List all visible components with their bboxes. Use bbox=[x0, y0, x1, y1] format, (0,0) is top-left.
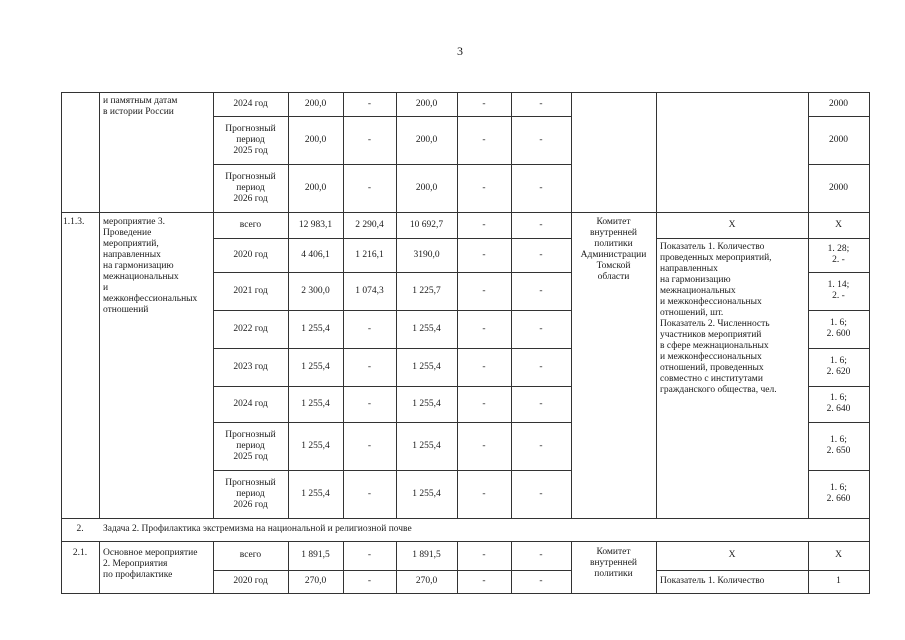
indicator-name: и межконфессиональных bbox=[660, 352, 762, 362]
value-cell: - bbox=[539, 550, 543, 560]
responsible-body: Администрации bbox=[580, 250, 647, 260]
indicator-name: X bbox=[728, 550, 736, 560]
page-number: 3 bbox=[457, 44, 463, 58]
value-cell: - bbox=[482, 286, 486, 296]
indicator-name: участников мероприятий bbox=[660, 330, 762, 340]
value-cell: 1 216,1 bbox=[355, 250, 384, 260]
measure-name: мероприятие 3. bbox=[103, 217, 165, 227]
table-grid-line bbox=[808, 310, 870, 311]
indicator-name: межнациональных bbox=[660, 286, 736, 296]
value-cell: - bbox=[539, 250, 543, 260]
year-cell: Прогнозный bbox=[225, 478, 276, 488]
value-cell: - bbox=[482, 441, 486, 451]
table-grid-line bbox=[808, 386, 870, 387]
table-grid-line bbox=[808, 116, 870, 117]
value-cell: - bbox=[482, 183, 486, 193]
table-grid-line bbox=[656, 541, 657, 594]
measure-name: межконфессиональных bbox=[103, 294, 198, 304]
indicator-name: X bbox=[728, 220, 736, 230]
year-cell: период bbox=[236, 489, 265, 499]
year-cell: Прогнозный bbox=[225, 430, 276, 440]
value-cell: - bbox=[482, 220, 486, 230]
value-cell: 4 406,1 bbox=[301, 250, 330, 260]
table-grid-line bbox=[61, 541, 870, 542]
indicator-value-cell: 2000 bbox=[829, 99, 848, 109]
measure-name: Проведение bbox=[103, 228, 152, 238]
year-cell: Прогнозный bbox=[225, 172, 276, 182]
value-cell: 1 255,4 bbox=[412, 324, 441, 334]
year-cell: всего bbox=[239, 550, 262, 560]
table-grid-line bbox=[511, 92, 512, 519]
indicator-value-cell: 1. 28; bbox=[827, 244, 850, 254]
indicator-value-cell: X bbox=[835, 220, 842, 230]
indicator-value-cell: X bbox=[835, 550, 842, 560]
indicator-name: направленных bbox=[660, 264, 718, 274]
value-cell: 200,0 bbox=[415, 99, 438, 109]
table-grid-line bbox=[808, 238, 870, 239]
table-grid-line bbox=[213, 164, 572, 165]
table-grid-line bbox=[213, 470, 572, 471]
table-grid-line bbox=[213, 422, 572, 423]
table-grid-line bbox=[288, 92, 289, 519]
indicator-value-cell: 2. 620 bbox=[826, 367, 851, 377]
indicator-name: Показатель 1. Количество bbox=[660, 576, 765, 586]
value-cell: 270,0 bbox=[415, 576, 438, 586]
measure-name: Основное мероприятие bbox=[103, 548, 198, 558]
year-cell: 2020 год bbox=[233, 576, 268, 586]
value-cell: - bbox=[367, 324, 372, 334]
value-cell: 270,0 bbox=[304, 576, 327, 586]
indicator-value-cell: 2. 660 bbox=[826, 494, 851, 504]
table-grid-line bbox=[457, 92, 458, 519]
value-cell: 200,0 bbox=[304, 135, 327, 145]
measure-name: и bbox=[103, 283, 109, 293]
year-cell: 2024 год bbox=[233, 99, 268, 109]
value-cell: 1 255,4 bbox=[412, 441, 441, 451]
table-grid-line bbox=[808, 422, 870, 423]
table-grid-line bbox=[99, 92, 100, 519]
table-grid-line bbox=[213, 116, 572, 117]
value-cell: - bbox=[367, 576, 372, 586]
value-cell: - bbox=[539, 489, 543, 499]
indicator-value-cell: 1. 6; bbox=[830, 435, 847, 445]
value-cell: 200,0 bbox=[415, 135, 438, 145]
measure-name: мероприятий, bbox=[103, 239, 159, 249]
indicator-value-cell: 2. 640 bbox=[826, 404, 851, 414]
value-cell: - bbox=[539, 135, 543, 145]
indicator-name: в сфере межнациональных bbox=[660, 341, 769, 351]
table-grid-line bbox=[61, 92, 870, 93]
table-grid-line bbox=[213, 238, 572, 239]
value-cell: 2 290,4 bbox=[355, 220, 384, 230]
table-grid-line bbox=[61, 212, 870, 213]
year-cell: 2023 год bbox=[233, 362, 268, 372]
responsible-body: политики bbox=[594, 569, 633, 579]
table-grid-line bbox=[396, 92, 397, 519]
value-cell: - bbox=[539, 220, 543, 230]
year-cell: 2025 год bbox=[233, 452, 268, 462]
table-grid-line bbox=[656, 570, 870, 571]
value-cell: - bbox=[482, 362, 486, 372]
indicator-value-cell: 1. 6; bbox=[830, 356, 847, 366]
table-grid-line bbox=[571, 92, 572, 519]
responsible-body: Комитет bbox=[596, 547, 631, 557]
value-cell: - bbox=[539, 441, 543, 451]
value-cell: 200,0 bbox=[304, 99, 327, 109]
value-cell: - bbox=[539, 324, 543, 334]
year-cell: период bbox=[236, 183, 265, 193]
value-cell: - bbox=[367, 183, 372, 193]
value-cell: 200,0 bbox=[415, 183, 438, 193]
value-cell: - bbox=[482, 99, 486, 109]
value-cell: 1 255,4 bbox=[412, 489, 441, 499]
responsible-body: Комитет bbox=[596, 217, 631, 227]
indicator-name: гражданского общества, чел. bbox=[660, 385, 777, 395]
indicator-name: проведенных мероприятий, bbox=[660, 253, 772, 263]
indicator-value-cell: 1 bbox=[836, 576, 841, 586]
value-cell: 1 225,7 bbox=[412, 286, 441, 296]
indicator-value-cell: 1. 6; bbox=[830, 393, 847, 403]
indicator-value-cell: 2. - bbox=[832, 255, 845, 265]
value-cell: - bbox=[539, 576, 543, 586]
table-grid-line bbox=[808, 272, 870, 273]
measure-name: по профилактике bbox=[103, 570, 173, 580]
table-grid-line bbox=[213, 310, 572, 311]
value-cell: 1 255,4 bbox=[301, 441, 330, 451]
row-number: 2.1. bbox=[72, 548, 88, 558]
measure-name: направленных bbox=[103, 250, 161, 260]
indicator-name: Показатель 2. Численность bbox=[660, 319, 770, 329]
year-cell: период bbox=[236, 135, 265, 145]
value-cell: 1 074,3 bbox=[355, 286, 384, 296]
indicator-value-cell: 2. 600 bbox=[826, 329, 851, 339]
year-cell: 2026 год bbox=[233, 194, 268, 204]
indicator-value-cell: 2. - bbox=[832, 291, 845, 301]
value-cell: - bbox=[482, 135, 486, 145]
indicator-value-cell: 2. 650 bbox=[826, 446, 851, 456]
measure-name: 2. Мероприятия bbox=[103, 559, 168, 569]
year-cell: 2020 год bbox=[233, 250, 268, 260]
year-cell: 2022 год bbox=[233, 324, 268, 334]
value-cell: 200,0 bbox=[304, 183, 327, 193]
indicator-name: совместно с институтами bbox=[660, 374, 763, 384]
table-grid-line bbox=[808, 348, 870, 349]
value-cell: - bbox=[482, 399, 486, 409]
table-grid-line bbox=[808, 470, 870, 471]
table-grid-line bbox=[61, 518, 870, 519]
year-cell: 2021 год bbox=[233, 286, 268, 296]
value-cell: - bbox=[539, 183, 543, 193]
row-number: 2. bbox=[76, 524, 84, 534]
value-cell: - bbox=[367, 550, 372, 560]
value-cell: 1 891,5 bbox=[412, 550, 441, 560]
indicator-name: Показатель 1. Количество bbox=[660, 242, 765, 252]
value-cell: - bbox=[367, 399, 372, 409]
responsible-body: области bbox=[597, 272, 630, 282]
value-cell: 12 983,1 bbox=[298, 220, 333, 230]
responsible-body: политики bbox=[594, 239, 633, 249]
responsible-body: Томской bbox=[596, 261, 631, 271]
value-cell: 1 891,5 bbox=[301, 550, 330, 560]
task-title: Задача 2. Профилактика экстремизма на национальной и религиозной почве bbox=[103, 524, 412, 534]
measure-name: и памятным датам bbox=[103, 96, 178, 106]
value-cell: 3190,0 bbox=[413, 250, 440, 260]
value-cell: 1 255,4 bbox=[412, 399, 441, 409]
table-grid-line bbox=[61, 593, 870, 594]
indicator-name: на гармонизацию bbox=[660, 275, 731, 285]
indicator-name: и межконфессиональных bbox=[660, 297, 762, 307]
table-grid-line bbox=[213, 386, 572, 387]
measure-name: на гармонизацию bbox=[103, 261, 174, 271]
value-cell: 1 255,4 bbox=[301, 489, 330, 499]
value-cell: - bbox=[482, 550, 486, 560]
table-grid-line bbox=[213, 348, 572, 349]
value-cell: - bbox=[539, 362, 543, 372]
value-cell: - bbox=[367, 362, 372, 372]
table-grid-line bbox=[808, 164, 870, 165]
indicator-name: отношений, шт. bbox=[660, 308, 724, 318]
table-grid-line bbox=[656, 238, 809, 239]
measure-name: отношений bbox=[103, 305, 149, 315]
table-grid-line bbox=[99, 541, 100, 594]
year-cell: Прогнозный bbox=[225, 124, 276, 134]
value-cell: - bbox=[539, 286, 543, 296]
value-cell: 1 255,4 bbox=[301, 362, 330, 372]
table-grid-line bbox=[343, 92, 344, 519]
indicator-value-cell: 2000 bbox=[829, 135, 848, 145]
indicator-value-cell: 1. 6; bbox=[830, 483, 847, 493]
value-cell: - bbox=[482, 324, 486, 334]
responsible-body: внутренней bbox=[589, 558, 638, 568]
row-number: 1.1.3. bbox=[63, 217, 85, 227]
value-cell: - bbox=[539, 99, 543, 109]
measure-name: в истории России bbox=[103, 107, 174, 117]
value-cell: 1 255,4 bbox=[301, 399, 330, 409]
table-grid-line bbox=[213, 272, 572, 273]
responsible-body: внутренней bbox=[589, 228, 638, 238]
indicator-value-cell: 1. 14; bbox=[827, 280, 850, 290]
value-cell: - bbox=[367, 441, 372, 451]
value-cell: 1 255,4 bbox=[412, 362, 441, 372]
indicator-value-cell: 1. 6; bbox=[830, 318, 847, 328]
value-cell: 10 692,7 bbox=[409, 220, 444, 230]
value-cell: - bbox=[367, 99, 372, 109]
value-cell: - bbox=[482, 576, 486, 586]
value-cell: - bbox=[367, 489, 372, 499]
value-cell: - bbox=[482, 250, 486, 260]
measure-name: межнациональных bbox=[103, 272, 179, 282]
indicator-value-cell: 2000 bbox=[829, 183, 848, 193]
year-cell: 2026 год bbox=[233, 500, 268, 510]
value-cell: - bbox=[539, 399, 543, 409]
value-cell: - bbox=[482, 489, 486, 499]
table-grid-line bbox=[213, 570, 572, 571]
value-cell: 2 300,0 bbox=[301, 286, 330, 296]
value-cell: 1 255,4 bbox=[301, 324, 330, 334]
year-cell: период bbox=[236, 441, 265, 451]
indicator-name: отношений, проведенных bbox=[660, 363, 764, 373]
year-cell: 2025 год bbox=[233, 146, 268, 156]
year-cell: всего bbox=[239, 220, 262, 230]
year-cell: 2024 год bbox=[233, 399, 268, 409]
table-grid-line bbox=[656, 92, 657, 519]
value-cell: - bbox=[367, 135, 372, 145]
